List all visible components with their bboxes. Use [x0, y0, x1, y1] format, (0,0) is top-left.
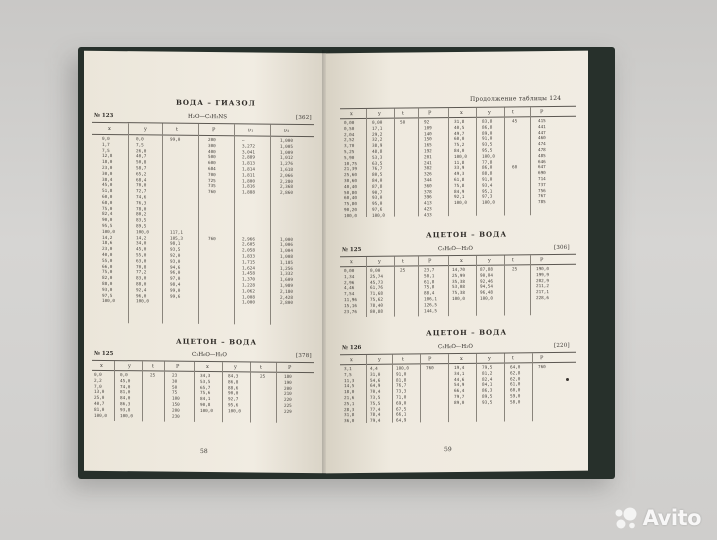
- table2-col-t2: 25: [260, 374, 266, 380]
- rule: [504, 255, 505, 315]
- table3-col-p: 23,7 50,1 61,8 75,8 88,4 106,1 126,5 144,5: [424, 268, 437, 314]
- table2-header-p: P: [176, 363, 180, 370]
- rule: [530, 107, 531, 215]
- rule: [92, 134, 314, 137]
- rule: [418, 108, 419, 216]
- table3-header-y2: y: [488, 257, 492, 264]
- rule: [92, 360, 314, 363]
- table3-number: № 125: [342, 247, 362, 254]
- table1-col-p: 200 300 400 500 600 684 700 725 735 760 760: [208, 138, 216, 242]
- table3-formula: C₃H₆O—H₂O: [438, 245, 473, 253]
- top-col-p: 92 109 140 150 165 192 201 241 302 326 344 360 378 396 413 423 433: [424, 120, 432, 219]
- top-col-x2: 31,8 40,5 49,7 60,0 75,2 84,0 100,0 11,8 33,9 49,3 61,8 75,8 84,9 92,1 100,0: [454, 119, 467, 207]
- page-number-left: 58: [200, 447, 208, 456]
- table4-title: АЦЕТОН – ВОДА: [426, 327, 508, 338]
- rule: [142, 361, 143, 421]
- top-header-p: P: [428, 110, 432, 117]
- top-header-y2: y: [488, 109, 492, 116]
- rule: [394, 257, 395, 317]
- table2-col-p2: 180 190 200 210 220 225 229: [284, 374, 292, 415]
- table1-header-v2: ν₂: [284, 127, 290, 134]
- table2-header-y2: y: [234, 364, 238, 371]
- rule: [366, 109, 367, 217]
- rule: [276, 363, 277, 423]
- table1-col-v2: 1,000 1,005 1,009 1,012 1,276 1,618 2,066 2,280 2,368 2,860 1,000 1,006 1,004 1,008 1,185 1,256 1,332 1,609 1,989 2,180 2,428 2,800: [280, 138, 293, 307]
- table1-col-v1: — 3,272 3,041 2,889 1,813 1,814 1,811 1,800 1,816 1,888 2,966 2,605 2,058 1,833 1,715 1,624 1,458 1,370 1,228 1,062 1,008 1,000: [242, 138, 255, 306]
- table4-col-y2: 79,5 81,2 82,4 84,1 86,3 89,5 93,5: [482, 365, 493, 406]
- table2-header-y: y: [128, 363, 132, 370]
- table2-header-t2: t: [260, 364, 263, 371]
- rule: [476, 108, 477, 216]
- table2-col-y: 0,0 45,0 74,0 81,0 84,0 86,3 93,8 100,0: [120, 373, 133, 419]
- table4-header-t: t: [402, 356, 405, 363]
- table2-formula: C₃H₆O—H₂O: [192, 351, 227, 359]
- table4-col-y: 4,4 31,0 54,6 64,9 70,4 73,5 75,5 77,4 78,4 79,4: [370, 366, 381, 425]
- rule: [530, 255, 531, 315]
- table3-header-y: y: [378, 258, 382, 265]
- table1-header-v1: ν₁: [248, 127, 254, 134]
- rule: [234, 124, 235, 324]
- rule: [448, 108, 449, 216]
- table4-col-x2: 19,4 34,1 44,6 54,9 66,4 79,7 89,0: [454, 365, 465, 406]
- top-col-y: 0,00 17,1 29,2 32,2 38,9 48,8 53,3 63,5 76,7 80,5 84,0 87,8 90,7 93,0 95,0 97,6 100,0: [372, 120, 385, 219]
- top-header-x2: x: [460, 109, 464, 116]
- table1-number: № 123: [94, 112, 114, 120]
- table4-header-x2: x: [460, 355, 464, 362]
- rule: [366, 355, 367, 423]
- rule: [532, 353, 533, 421]
- rule: [128, 123, 129, 323]
- table1-col-t: 99,0 117,1 105,3 98,1 93,5 92,0 93,0 94,6 96,0 97,0 98,4 99,0 99,6: [170, 137, 183, 300]
- table2-title: АЦЕТОН – ВОДА: [176, 336, 258, 347]
- table4-header-y: y: [378, 356, 382, 363]
- left-page: [84, 51, 326, 474]
- table2-col-x: 0,0 2,2 7,0 13,0 25,0 40,7 81,0 100,0: [94, 372, 107, 419]
- table3-title: АЦЕТОН – ВОДА: [426, 229, 508, 240]
- top-col-x: 0,00 0,50 2,04 2,52 3,70 5,25 5,90 10,75 21,39 25,60 30,60 40,40 50,80 60,40 75,80 90,20 100,0: [344, 121, 357, 219]
- table4-header-x: x: [350, 357, 354, 364]
- table1-ref: [362]: [296, 114, 312, 122]
- table3-col-y2: 87,88 90,04 92,46 94,54 96,48 100,0: [480, 267, 493, 302]
- table2-ref: [378]: [296, 352, 312, 360]
- table4-number: № 126: [342, 345, 362, 352]
- top-header-t2: t: [512, 109, 515, 116]
- table2-col-p: 23 30 50 75 100 150 200 230: [172, 373, 180, 420]
- rule: [476, 256, 477, 316]
- table1-header-x: x: [108, 125, 112, 133]
- table2-col-x2: 34,3 53,5 65,7 75,6 84,1 90,8 100,0: [200, 373, 213, 414]
- table3-col-x2: 14,70 25,99 35,38 53,08 75,38 100,0: [452, 267, 465, 303]
- table4-col-t: 100,0 91,0 81,8 76,7 73,3 71,0 69,0 67,5 66,1 64,9: [396, 366, 409, 424]
- page-number-right: 59: [444, 446, 452, 454]
- table4-col-p2: 760: [538, 365, 546, 371]
- top-col-p2: 415 441 447 460 474 478 485 646 647 690 714 737 756 767 785: [538, 119, 546, 206]
- table4-header-y2: y: [488, 355, 492, 362]
- rule: [420, 354, 421, 422]
- table1-formula: H₂O—C₃H₃NS: [188, 113, 228, 121]
- top-header-p2: P: [540, 109, 544, 116]
- table3-col-p2: 190,0 199,9 202,9 211,2 217,1 228,6: [536, 267, 549, 302]
- rule: [448, 256, 449, 316]
- table1-col-y: 0,0 7,5 26,0 40,7 50,8 58,7 65,2 68,4 70,0 72,7 74,6 76,3 78,0 80,2 83,5 89,5 100,0 14,2 34,0 45,0 55,0 63,0 70,8 77,2 83,0 88,0 92,4 96,0 100,0: [136, 137, 149, 305]
- table2-header-x: x: [100, 362, 104, 369]
- rule: [394, 109, 395, 217]
- table3-header-p2: P: [540, 257, 544, 264]
- table1-title: ВОДА – ГИАЗОЛ: [176, 97, 256, 108]
- top-header-y: y: [378, 110, 382, 117]
- top-col-t2: 45 60: [512, 119, 518, 171]
- table3-header-t: t: [402, 258, 405, 265]
- table1-header-y: y: [144, 126, 148, 133]
- rule: [366, 257, 367, 317]
- table2-header-p2: P: [288, 364, 292, 371]
- table1-header-p: P: [212, 127, 216, 134]
- rule: [448, 354, 449, 422]
- table3-header-x2: x: [460, 257, 464, 264]
- table4-header-p2: P: [540, 355, 544, 362]
- right-page: [326, 51, 588, 474]
- rule: [222, 362, 223, 422]
- table3-col-t2: 25: [512, 267, 518, 273]
- table2-header-t: t: [152, 363, 155, 370]
- table4-col-p: 760: [426, 366, 434, 372]
- table2-col-t: 25: [150, 373, 156, 379]
- top-col-t: 50: [400, 120, 406, 126]
- table3-col-y: 0,00 25,74 45,73 61,76 71,68 75,62 78,40 80,88: [370, 268, 383, 315]
- top-header-t: t: [402, 110, 405, 117]
- rule: [504, 107, 505, 215]
- table1-header-t: t: [176, 126, 179, 133]
- top-col-y2: 83,8 86,8 89,0 91,0 93,5 95,5 100,0 77,8 86,0 88,8 91,0 93,4 95,1 97,3 100,0: [482, 119, 495, 206]
- table3-header-t2: t: [512, 257, 515, 264]
- table3-header-x: x: [350, 259, 354, 266]
- rule: [164, 362, 165, 422]
- ink-speck: [566, 378, 569, 381]
- rule: [162, 124, 163, 324]
- table3-col-x: 0,00 1,34 2,96 4,46 7,54 11,96 15,16 23,76: [344, 269, 357, 315]
- rule: [114, 361, 115, 421]
- avito-watermark: [613, 506, 701, 530]
- table4-col-x: 3,1 7,5 11,3 14,5 18,0 21,6 25,1 28,3 31,8 36,0: [344, 367, 355, 425]
- rule: [194, 362, 195, 422]
- rule: [476, 354, 477, 422]
- table4-col-t2: 64,0 62,8 62,0 61,0 60,0 59,0 58,0: [510, 365, 521, 406]
- top-header-x: x: [350, 111, 354, 118]
- table3-col-t: 25: [400, 268, 406, 274]
- rule: [250, 362, 251, 422]
- rule: [418, 256, 419, 316]
- table3-header-p: P: [428, 258, 432, 265]
- table4-header-p: P: [428, 356, 432, 363]
- rule: [392, 355, 393, 423]
- rule: [92, 122, 314, 125]
- table4-header-t2: t: [512, 355, 515, 362]
- continuation-header: Продолжение таблицы 124: [470, 94, 562, 103]
- table2-number: № 125: [94, 350, 114, 358]
- avito-logo-icon: [613, 506, 639, 530]
- table2-header-x2: x: [206, 364, 210, 371]
- rule: [504, 353, 505, 421]
- table2-col-y2: 84,3 86,8 88,6 90,0 92,7 95,6 100,0: [228, 374, 241, 415]
- table4-ref: [220]: [554, 342, 570, 349]
- table4-formula: C₃H₆O—H₂O: [438, 343, 473, 351]
- rule: [270, 125, 271, 325]
- avito-wordmark: Avito: [642, 506, 701, 530]
- table3-ref: [306]: [554, 244, 570, 251]
- rule: [198, 124, 199, 324]
- table1-col-x: 0,0 1,7 7,5 12,8 18,0 23,0 30,0 38,4 45,0 51,8 60,0 68,0 75,0 82,4 90,0 95,5 100,0 14,2 18,6 23,0 40,0 55,0 66,0 75,0 82,0 88,0 93,0 97,5 100,0: [102, 136, 115, 305]
